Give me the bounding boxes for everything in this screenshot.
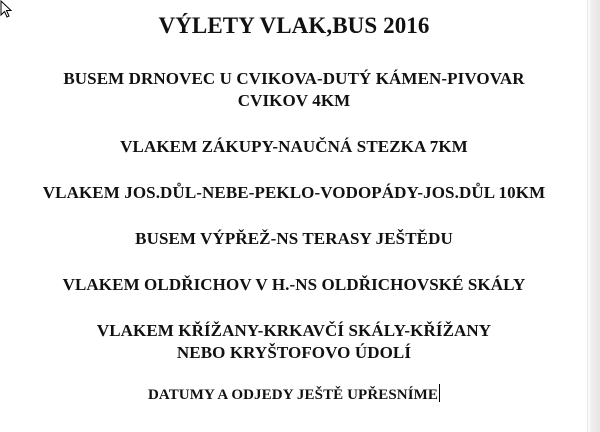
- closing-note: DATUMY A ODJEDY JEŠTĚ UPŘESNÍME: [147, 387, 439, 403]
- trip-6-line-2: NEBO KRYŠTOFOVO ÚDOLÍ: [176, 343, 412, 362]
- text-cursor: [439, 384, 440, 402]
- trip-4-line-1: BUSEM VÝPŘEŽ-NS TERASY JEŠTĚDU: [135, 229, 453, 248]
- trip-2-line-1: VLAKEM ZÁKUPY-NAUČNÁ STEZKA 7KM: [120, 137, 468, 156]
- page-right-edge: [587, 0, 600, 432]
- closing-note-line: [0, 384, 588, 405]
- document-title: VÝLETY VLAK,BUS 2016: [158, 13, 430, 38]
- trip-1-line-1: BUSEM DRNOVEC U CVIKOVA-DUTÝ KÁMEN-PIVOVAR: [63, 69, 525, 88]
- trip-5-line-1: VLAKEM OLDŘICHOV V H.-NS OLDŘICHOVSKÉ SKÁLY: [62, 275, 526, 294]
- trip-1-line-2: CVIKOV 4KM: [237, 91, 351, 110]
- trip-6-line-1: VLAKEM KŘÍŽANY-KRKAVČÍ SKÁLY-KŘÍŽANY: [96, 321, 492, 340]
- trip-3-line-1: VLAKEM JOS.DŮL-NEBE-PEKLO-VODOPÁDY-JOS.DŮL 10KM: [42, 183, 546, 202]
